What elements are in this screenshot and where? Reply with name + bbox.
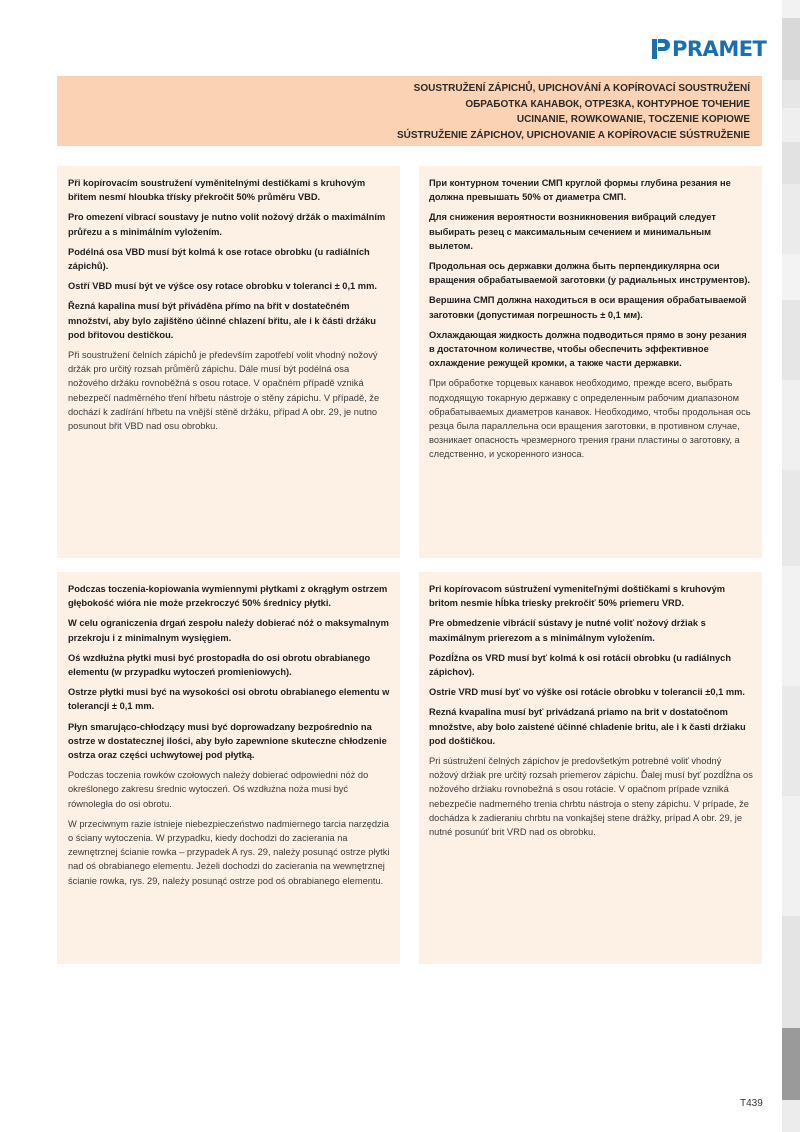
paragraph: Для снижения вероятности возникновения вибраций следует выбирать резец с максимальным сечением и минимальным вылетом.	[429, 212, 716, 251]
panel-czech	[57, 166, 400, 558]
title-ru: ОБРАБОТКА КАНАВОК, ОТРЕЗКА, КОНТУРНОЕ ТОЧЕНИЕ	[465, 98, 750, 110]
paragraph: Rezná kvapalina musí byť privádzaná priamo na brit v dostatočnom množstve, aby bolo zaistené účinné chladenie britu, ale i k časti držiaku pod doštičkou.	[429, 707, 746, 746]
paragraph: Вершина СМП должна находиться в оси вращения обрабатываемой заготовки (допустимая погрешность ± 0,1 мм).	[429, 295, 747, 320]
paragraph: Pri kopírovacom sústružení vymeniteľnými doštičkami s kruhovým britom nesmie hĺbka triesky prekročiť 50% priemeru VRD.	[429, 584, 726, 609]
paragraph: Při soustružení čelních zápichů je především zapotřebí volit vhodný nožový držák pro určitý rozsah průměrů zápichu. Dále musí být podélná osa nožového držáku rovnoběžná s osou rotace. V opačném případě vzniká nebezpečí nadměrného tření hřbetu nástroje o stěny zápichu. V případě, že dochází k zadírání hřbetu na vnější stěně držáku, případ A obr. 29, je nutno posunout břit VBD nad osu obrobku.	[68, 350, 380, 432]
paragraph: Ostrie VRD musí byť vo výške osi rotácie obrobku v tolerancii ±0,1 mm.	[429, 687, 745, 698]
paragraph: Охлаждающая жидкость должна подводиться прямо в зону резания в достаточном количестве, чтобы обеспечить эффективное охлаждение режущей кромки, а также части державки.	[429, 329, 747, 369]
section-title-band	[57, 76, 762, 146]
page-number: T439	[740, 1098, 763, 1109]
section-tab-strip	[782, 0, 800, 1132]
paragraph: Oś wzdłużna płytki musi być prostopadła do osi obrotu obrabianego elementu (w przypadku wytoczeń promieniowych).	[68, 652, 371, 678]
panel-slovak	[419, 572, 762, 964]
paragraph: Podczas toczenia rowków czołowych należy dobierać odpowiedni nóż do określonego zakresu średnic wytoczeń. Oś wzdłużna noża musi być równoległa do osi obrotu.	[68, 770, 369, 809]
paragraph: Ostří VBD musí být ve výšce osy rotace obrobku v toleranci ± 0,1 mm.	[68, 281, 377, 292]
paragraph: При контурном точении СМП круглой формы глубина резания не должна превышать 50% от диаметра СМП.	[429, 178, 731, 203]
pramet-logo	[652, 36, 766, 62]
paragraph: W przeciwnym razie istnieje niebezpieczeństwo nadmiernego tarcia narzędzia o ściany wytoczenia. W przypadku, kiedy dochodzi do zacierania na zewnętrznej ścianie rowka – przypadek A rys. 29, należy posunąć ostrze płytki nad oś obrabianego elementu. Jeżeli dochodzi do zacierania na wewnętrznej ścianie rowka, rys. 29, należy posunąć ostrze pod oś obrabianego elementu.	[68, 818, 390, 886]
panel-polish	[57, 572, 400, 964]
title-sk: SÚSTRUŽENIE ZÁPICHOV, UPICHOVANIE A KOPÍROVACIE SÚSTRUŽENIE	[396, 129, 750, 141]
paragraph: Pri sústružení čelných zápichov je predovšetkým potrebné voliť vhodný nožový držiak pre určitý rozsah priemerov zápichu. Ďalej musí byť pozdĺžna os nožového držiaku rovnobežná s osou rotácie. V opačnom prípade vzniká nebezpečie nadmerného trenia chrbtu nástroja o steny zápichu. V prípade, že dochádza k zadieraniu chrbtu na vonkajšej stene drážky, prípad A obr. 29, je nutné posunúť brit VRD nad os obrobku.	[429, 756, 753, 838]
brand-name: PRAMET	[672, 37, 767, 61]
pramet-logo-icon	[652, 38, 670, 60]
paragraph: Pozdĺžna os VRD musí byť kolmá k osi rotácii obrobku (u radiálnych zápichov).	[429, 652, 732, 678]
paragraph: Podczas toczenia-kopiowania wymiennymi płytkami z okrągłym ostrzem głębokość wióra nie może przekroczyć 50% średnicy płytki.	[68, 584, 388, 609]
paragraph: Při kopírovacím soustružení vyměnitelnými destičkami s kruhovým břitem nesmí hloubka třísky překročit 50% průměru VBD.	[68, 178, 366, 203]
active-section-tab	[782, 1028, 800, 1100]
title-cs: SOUSTRUŽENÍ ZÁPICHŮ, UPICHOVÁNÍ A KOPÍROVACÍ SOUSTRUŽENÍ	[413, 83, 750, 94]
paragraph: Pre obmedzenie vibrácií sústavy je nutné voliť nožový držiak s maximálnym prierezom a s minimálnym vyložením.	[429, 618, 706, 643]
paragraph: Podélná osa VBD musí být kolmá k ose rotace obrobku (u radiálních zápichů).	[68, 246, 370, 272]
paragraph: Продольная ось державки должна быть перпендикулярна оси вращения обрабатываемой заготовки (у радиальных инструментов).	[429, 261, 751, 286]
paragraph: Řezná kapalina musí být přiváděna přímo na břit v dostatečném množství, aby bylo zajištěno účinné chlazení břitu, ale i k části držáku pod břitovou destičkou.	[68, 301, 376, 340]
paragraph: Płyn smarująco-chłodzący musi być doprowadzany bezpośrednio na ostrze w dostatecznej ilości, aby było zapewnione skuteczne chłodzenie ostrza oraz części uchwytowej pod płytką.	[68, 721, 387, 761]
paragraph: W celu ograniczenia drgań zespołu należy dobierać nóż o maksymalnym przekroju i z minimalnym wysięgiem.	[68, 618, 389, 643]
paragraph: При обработке торцевых канавок необходимо, прежде всего, выбрать подходящую токарную державку с определенным рабочим диапазоном обрабатываемых диаметров канавок. Необходимо, чтобы продольная ось резца была параллельна оси вращения заготовки, в противном случае, возникает опасность чрезмерного трения грани пластины о заготовку, а следственно, и ускоренного износа.	[429, 378, 751, 460]
paragraph: Ostrze płytki musi być na wysokości osi obrotu obrabianego elementu w tolerancji ± 0,1 mm.	[68, 687, 390, 712]
panel-russian	[419, 166, 762, 558]
title-pl: UCINANIE, ROWKOWANIE, TOCZENIE KOPIOWE	[516, 114, 750, 125]
paragraph: Pro omezení vibrací soustavy je nutno volit nožový držák o maximálním průřezu a s minimálním vyložením.	[68, 212, 386, 237]
